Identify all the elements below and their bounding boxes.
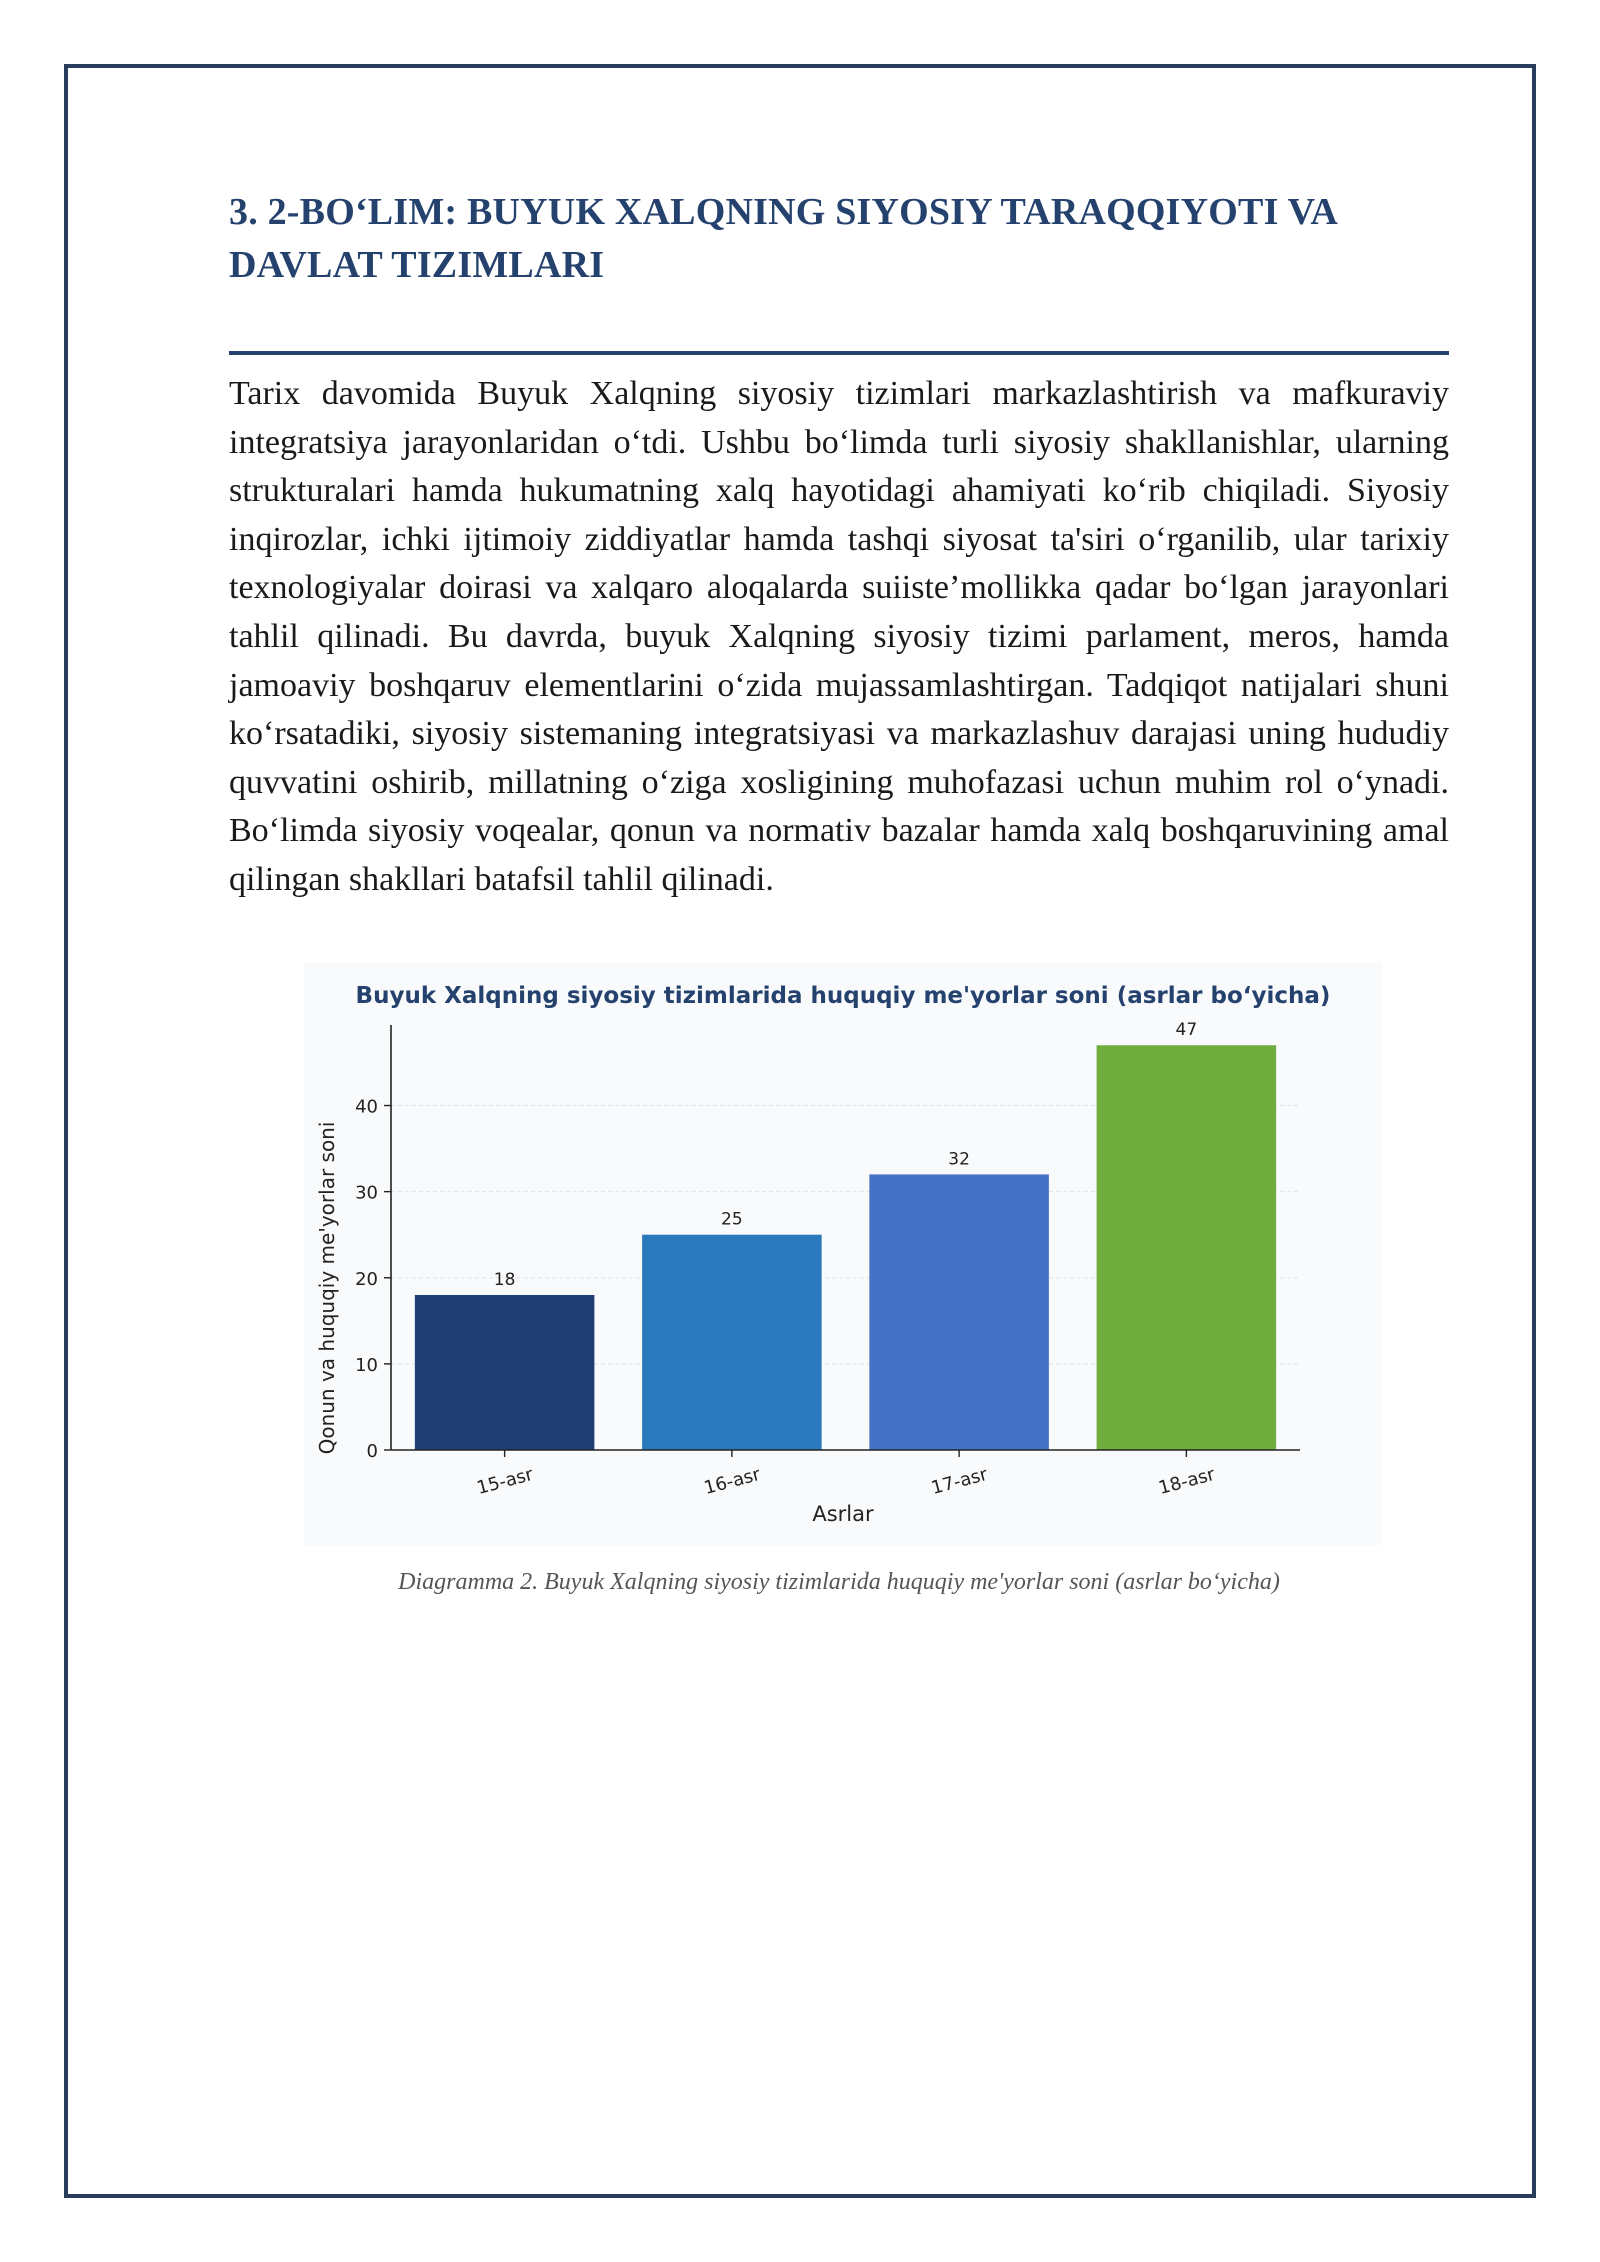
y-axis-label: Qonun va huquqiy me'yorlar soni [315,1121,339,1455]
y-axis-ticks [355,1097,391,1462]
y-tick-label: 20 [355,1268,378,1290]
data-label: 47 [1175,1020,1198,1041]
section-paragraph: Tarix davomida Buyuk Xalqning siyosiy tizimlari markazlashtirish va mafkuraviy integratsiya jarayonlaridan o‘tdi. Ushbu bo‘limda turli siyosiy shakllanishlar, ularning strukturalari hamda hukumatning xalq hayotidagi ahamiyati ko‘rib chiqiladi. Siyosiy inqirozlar, ichki ijtimoiy ziddiyatlar hamda tashqi siyosat ta'siri o‘rganilib, ular tarixiy texnologiyalar doirasi va xalqaro aloqalarda suiiste’mollikka qadar bo‘lgan jarayonlari tahlil qilinadi. Bu davrda, buyuk Xalqning siyosiy tizimi parlament, meros, hamda jamoaviy boshqaruv elementlarini o‘zida mujassamlashtirgan. Tadqiqot natijalari shuni ko‘rsatadiki, siyosiy sistemaning integratsiyasi va markazlashuv darajasi uning hududiy quvvatini oshirib, millatning o‘ziga xosligining muhofazasi uchun muhim rol o‘ynadi. Bo‘limda siyosiy voqealar, qonun va normativ bazalar hamda xalq boshqaruvining amal qilingan shakllari batafsil tahlil qilinadi. [229,375,1449,898]
y-tick-label: 40 [355,1096,378,1118]
bar [642,1235,822,1450]
data-label: 18 [493,1269,516,1290]
heading-divider [229,351,1449,355]
x-axis-ticks [475,1450,1218,1499]
chart-title: Buyuk Xalqning siyosiy tizimlarida huquqiy me'yorlar soni (asrlar bo‘yicha) [355,983,1331,1009]
y-tick-label: 0 [366,1441,378,1462]
data-label: 32 [948,1149,970,1170]
bar [415,1295,595,1450]
chart-figure [304,963,1382,1545]
bar-chart [304,963,1382,1545]
x-tick-label: 17-asr [929,1463,990,1499]
x-tick-label: 15-asr [474,1463,536,1499]
y-tick-label: 30 [355,1182,378,1204]
x-tick-label: 16-asr [701,1463,763,1499]
bar [1097,1045,1277,1450]
data-label: 25 [721,1209,743,1230]
figure-caption: Diagramma 2. Buyuk Xalqning siyosiy tizimlarida huquqiy me'yorlar soni (asrlar bo‘yicha) [398,1569,1280,1595]
section-heading: 3. 2-BO‘LIM: BUYUK XALQNING SIYOSIY TARAQQIYOTI VA DAVLAT TIZIMLARI [229,191,1336,286]
bar [869,1174,1049,1450]
data-labels [494,1020,1197,1290]
x-tick-label: 18-asr [1156,1463,1218,1499]
bars [415,1045,1276,1450]
y-tick-label: 10 [355,1354,378,1376]
x-axis-label: Asrlar [812,1502,874,1526]
